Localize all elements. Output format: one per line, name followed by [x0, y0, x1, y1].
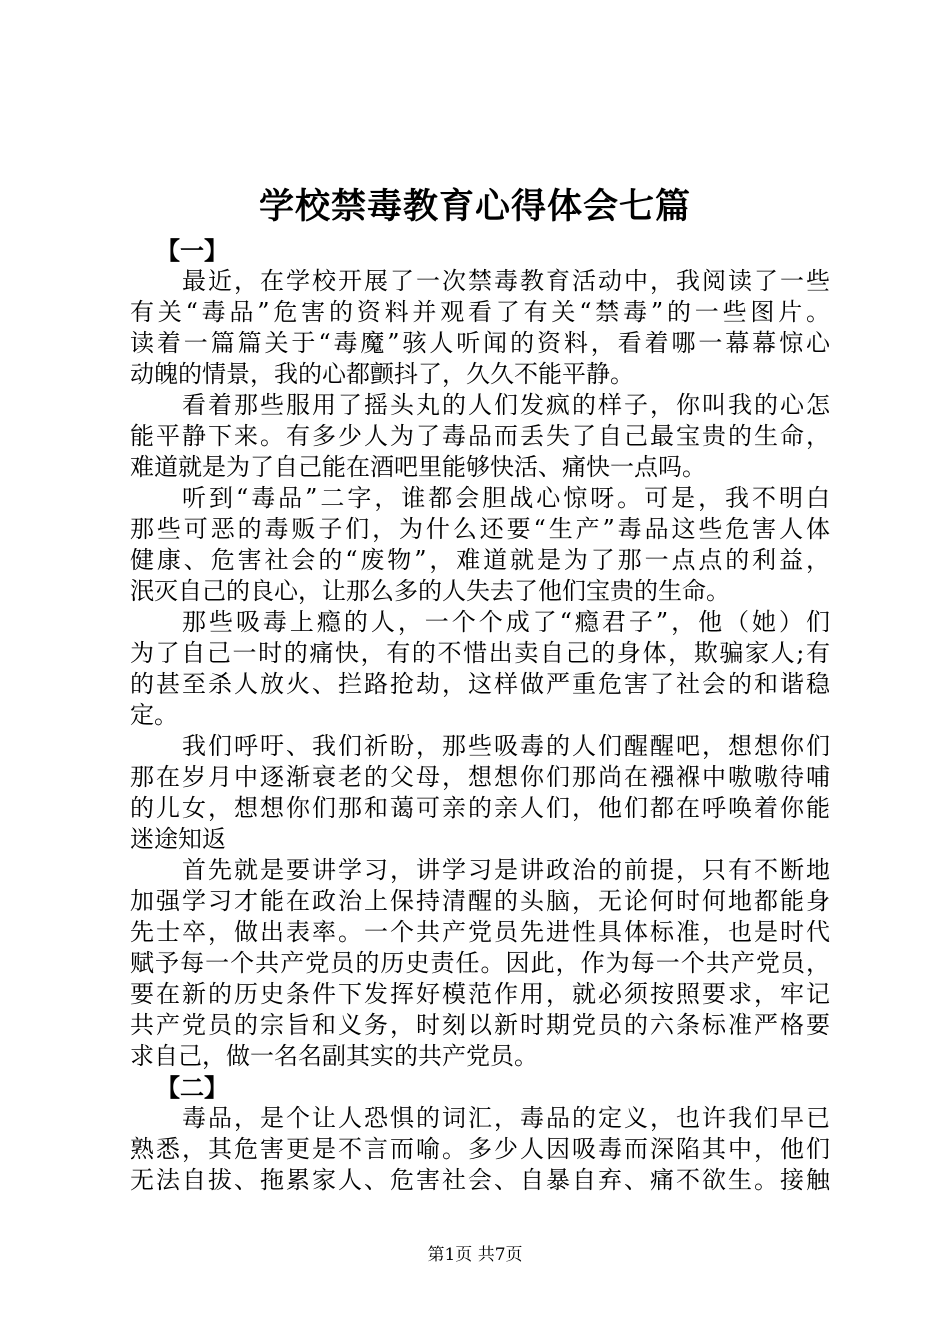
text-line: 定。 [130, 701, 178, 729]
text-line: 那些吸毒上瘾的人，一个个成了“瘾君子”，他（她）们 [182, 608, 830, 636]
text-line: 听到“毒品”二字，谁都会胆战心惊呀。可是，我不明白 [182, 484, 830, 512]
text-line: 看着那些服用了摇头丸的人们发疯的样子，你叫我的心怎 [182, 391, 830, 419]
text-line: 为了自己一时的痛快，有的不惜出卖自己的身体，欺骗家人;有 [130, 639, 830, 667]
text-line: 难道就是为了自己能在酒吧里能够快活、痛快一点吗。 [130, 453, 706, 481]
document-body [130, 235, 830, 1196]
text-line: 毒品，是个让人恐惧的词汇，毒品的定义，也许我们早已 [182, 1104, 830, 1132]
section-heading: 【二】 [156, 1073, 228, 1102]
text-line: 健康、危害社会的“废物”，难道就是为了那一点点的利益， [130, 546, 830, 574]
text-line: 动魄的情景，我的心都颤抖了，久久不能平静。 [130, 360, 634, 388]
text-line: 加强学习才能在政治上保持清醒的头脑，无论何时何地都能身 [130, 887, 830, 915]
text-line: 我们呼吁、我们祈盼，那些吸毒的人们醒醒吧，想想你们 [182, 732, 830, 760]
text-line: 读着一篇篇关于“毒魔”骇人听闻的资料，看着哪一幕幕惊心 [130, 329, 830, 357]
text-line: 共产党员的宗旨和义务，时刻以新时期党员的六条标准严格要 [130, 1011, 830, 1039]
text-line: 先士卒，做出表率。一个共产党员先进性具体标准，也是时代 [130, 918, 830, 946]
text-line: 无法自拔、拖累家人、危害社会、自暴自弃、痛不欲生。接触 [130, 1166, 830, 1194]
text-line: 迷途知返 [130, 825, 226, 853]
text-line: 的儿女，想想你们那和蔼可亲的亲人们，他们都在呼唤着你能 [130, 794, 830, 822]
text-line: 首先就是要讲学习，讲学习是讲政治的前提，只有不断地 [182, 856, 830, 884]
text-line: 那在岁月中逐渐衰老的父母，想想你们那尚在襁褓中嗷嗷待哺 [130, 763, 830, 791]
document-title: 学校禁毒教育心得体会七篇 [258, 186, 691, 227]
page-footer: 第1页 共7页 [427, 1245, 523, 1265]
text-line: 有关“毒品”危害的资料并观看了有关“禁毒”的一些图片。 [130, 298, 830, 326]
text-line: 的甚至杀人放火、拦路抢劫，这样做严重危害了社会的和谐稳 [130, 670, 830, 698]
section-heading: 【一】 [156, 236, 228, 265]
text-line: 泯灭自己的良心，让那么多的人失去了他们宝贵的生命。 [130, 577, 730, 605]
text-line: 要在新的历史条件下发挥好模范作用，就必须按照要求，牢记 [130, 980, 830, 1008]
text-line: 最近，在学校开展了一次禁毒教育活动中，我阅读了一些 [182, 267, 830, 295]
text-line: 求自己，做一名名副其实的共产党员。 [130, 1042, 538, 1070]
text-line: 那些可恶的毒贩子们，为什么还要“生产”毒品这些危害人体 [130, 515, 830, 543]
text-line: 赋予每一个共产党员的历史责任。因此，作为每一个共产党员， [130, 949, 830, 977]
text-line: 能平静下来。有多少人为了毒品而丢失了自己最宝贵的生命， [130, 422, 830, 450]
text-line: 熟悉，其危害更是不言而喻。多少人因吸毒而深陷其中，他们 [130, 1135, 830, 1163]
